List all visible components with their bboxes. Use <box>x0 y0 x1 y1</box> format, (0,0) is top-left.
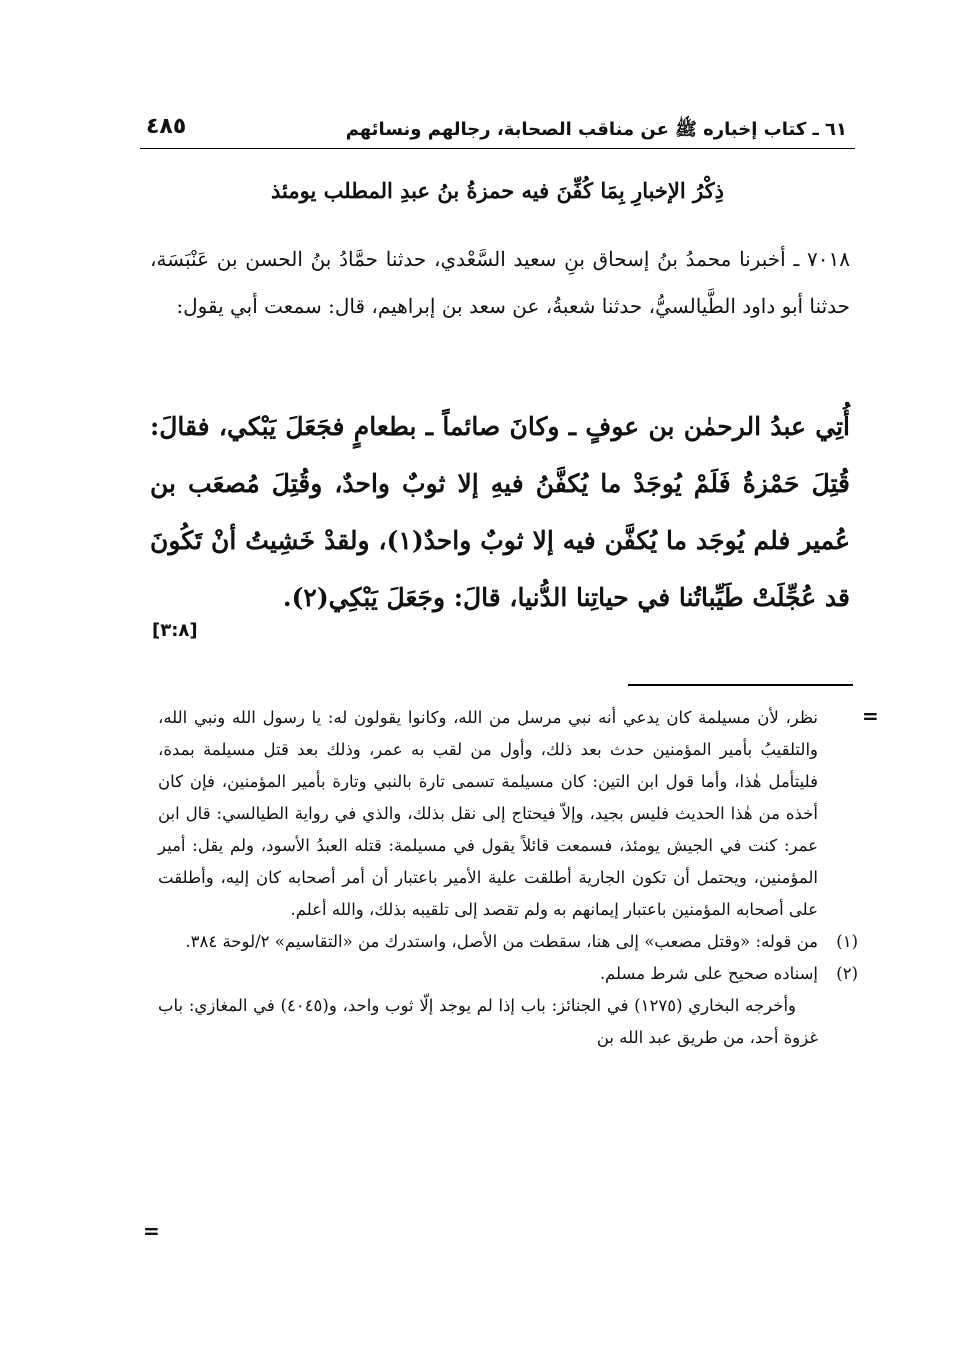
footnote-text: إسناده صحيح على شرط مسلم. <box>599 964 818 983</box>
continued-mark: = <box>862 704 879 728</box>
chapter-title: ذِكْرُ الإخبارِ بِمَا كُفِّنَ فيه حمزةُ بنُ عبدِ المطلب يومئذ <box>271 178 724 203</box>
hadith-reference: [٣:٨] <box>152 620 198 641</box>
footnote-2 <box>158 958 858 990</box>
footnote-number: (٢) <box>836 964 858 983</box>
footnote-number: (١) <box>836 932 858 951</box>
header-rule <box>140 148 855 149</box>
running-head: ٦١ ـ كتاب إخباره ﷺ عن مناقب الصحابة، رجالهم ونسائهم <box>345 119 847 140</box>
footnote-text: من قوله: «وقتل مصعب» إلى هنا، سقطت من الأصل، واستدرك من «التقاسيم» ٢/لوحة ٣٨٤. <box>185 932 818 951</box>
footnote-1 <box>158 926 858 958</box>
page-number: ٤٨٥ <box>146 114 187 139</box>
footnote-2-continuation: وأخرجه البخاري (١٢٧٥) في الجنائز: باب إذا لم يوجد إلّا ثوب واحد، و(٤٠٤٥) في المغازي: باب غزوة أحد، من طريق عبد الله بن <box>158 996 818 1047</box>
footnote-continuation: نظر، لأن مسيلمة كان يدعي أنه نبي مرسل من الله، وكانوا يقولون له: يا رسول الله ونبي الله، والتلقيبُ بأمير المؤمنين حدث بعد ذلك، وأول من لقب به عمر، وذلك بعد قتل مسيلمة بمدة، فليتأمل هٰذا، وأما قول ابن التين: كان مسيلمة تسمى تارة بالنبي وتارة بأمير المؤمنين، فإن كان أخذه من هٰذا الحديث فليس بجيد، وإلاّ فيحتاج إلى نقل بذلك، والذي في رواية الطيالسي: قال ابن عمر: كنت في الجيش يومئذ، فسمعت قائلاً يقول في مسيلمة: قتله العبدُ الأسود، ولم يقل: أمير المؤمنين، ويحتمل أن تكون الجارية أطلقت علية الأمير باعتبار أن أمر أصحابه كان إليه، وأطلقت على أصحابه المؤمنين باعتبار إيمانهم به ولم تقصد إلى تلقيبه بذلك، والله أعلم. <box>158 708 818 919</box>
continued-mark-bottom: = <box>143 1219 160 1243</box>
footnotes <box>158 702 858 1054</box>
hadith-matn: أُتِي عبدُ الرحمٰن بن عوفٍ ـ وكانَ صائماً ـ بطعامٍ فجَعَلَ يَبْكي، فقالَ: قُتِلَ حَمْزةُ فَلَمْ يُوجَدْ ما يُكفَّنُ فيهِ إلا ثوبٌ واحدٌ، وقُتِلَ مُصعَب بن عُمير فلم يُوجَد ما يُكفَّن فيه إلا ثوبٌ واحدٌ(١)، ولقدْ خَشِيتُ أنْ تَكُونَ قد عُجِّلَتْ طَيِّباتُنا في حياتِنا الدُّنيا، قالَ: وجَعَلَ يَبْكِي(٢). <box>150 412 850 612</box>
footnote-rule <box>628 684 853 686</box>
hadith-isnad: ٧٠١٨ ـ أخبرنا محمدُ بنُ إسحاق بنِ سعيد السَّعْدي، حدثنا حمَّادُ بنُ الحسن بن عَنْبَسَة، حدثنا أبو داود الطَّيالسيُّ، حدثنا شعبةُ، عن سعد بن إبراهيم، قال: سمعت أبي يقول: <box>150 247 850 318</box>
page-header <box>140 110 855 150</box>
